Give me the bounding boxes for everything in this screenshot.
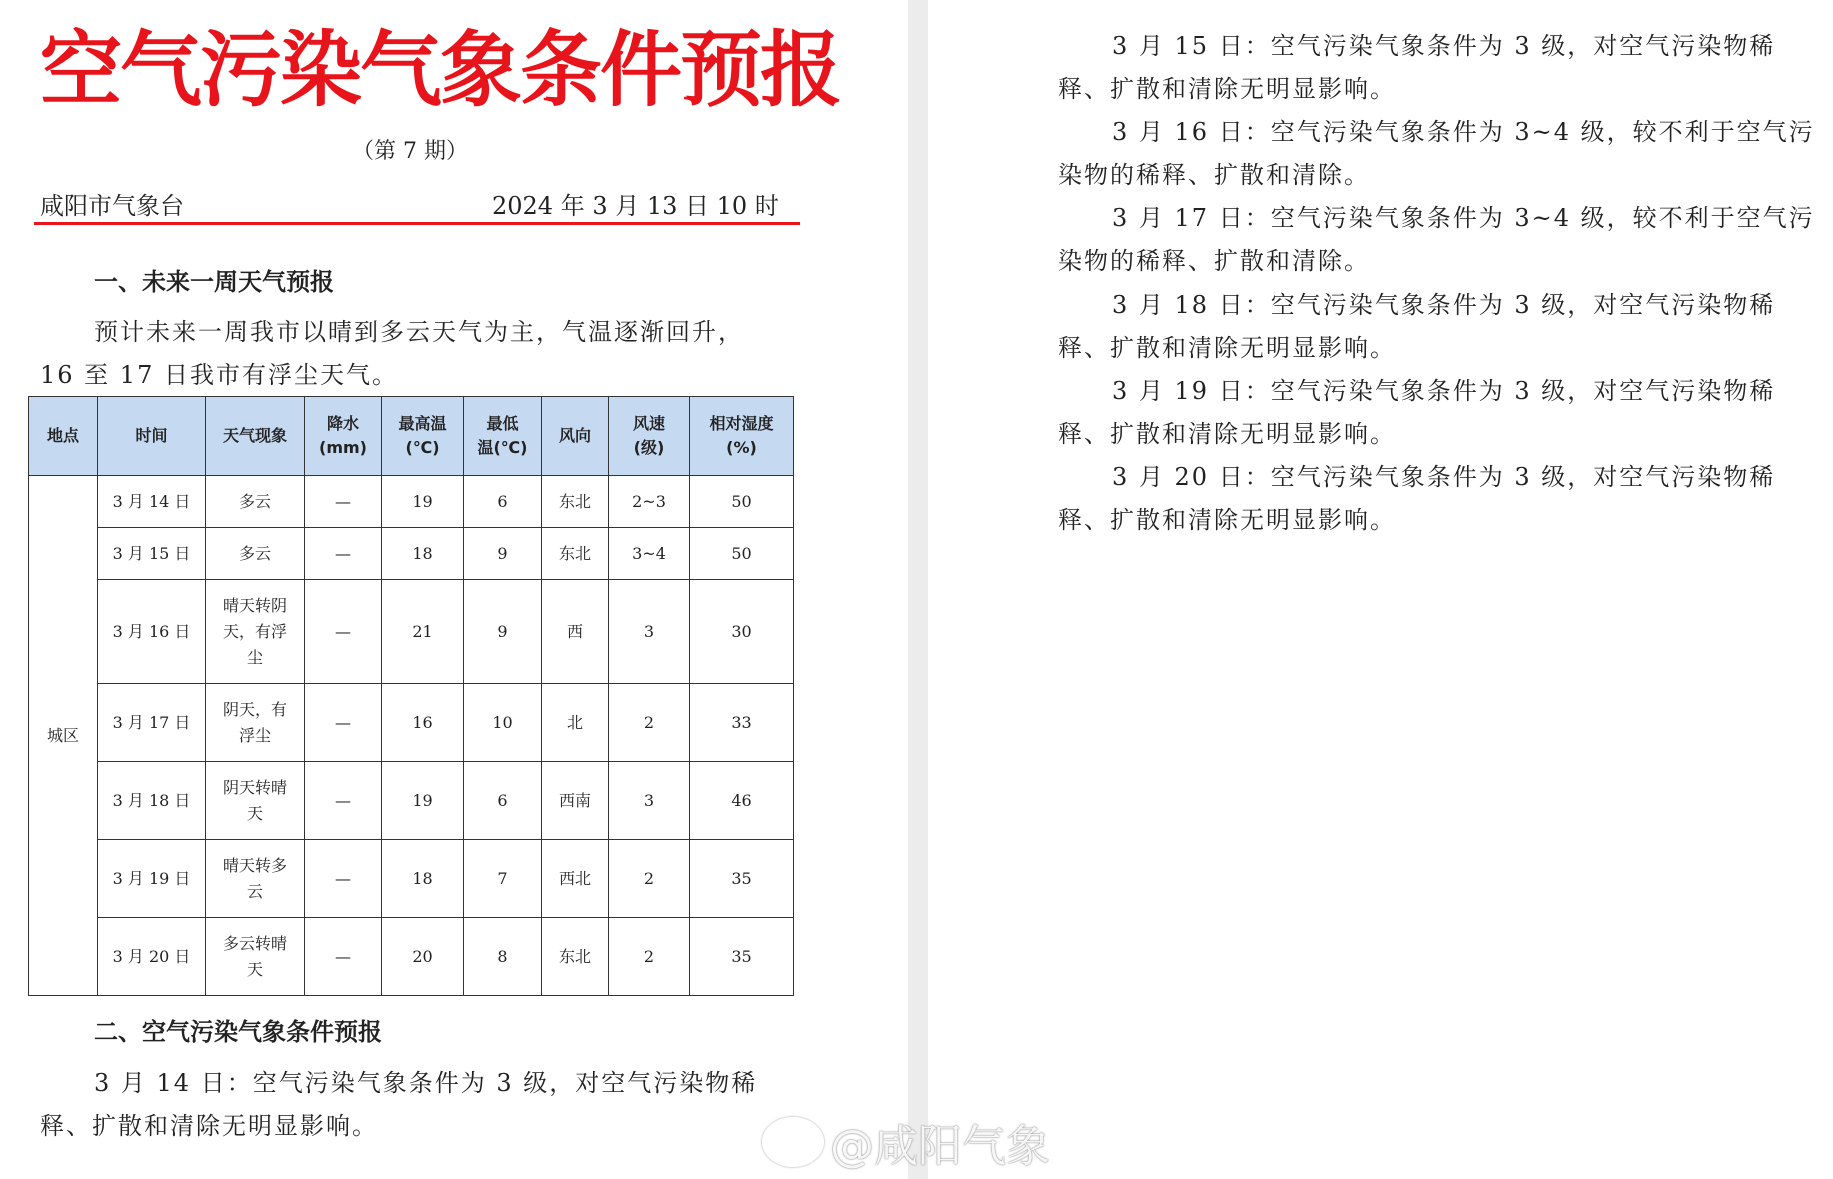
cell-precip: — xyxy=(305,528,382,580)
cell-weather: 晴天转阴天，有浮尘 xyxy=(206,580,305,684)
document-title: 空气污染气象条件预报 xyxy=(40,22,841,118)
cell-wind-speed: 2 xyxy=(609,684,690,762)
cell-min: 6 xyxy=(464,476,542,528)
cell-max: 16 xyxy=(382,684,464,762)
cell-humidity: 35 xyxy=(690,840,794,918)
cell-wind-speed: 2 xyxy=(609,918,690,996)
section2-item-3-line2: 染物的稀释、扩散和清除。 xyxy=(1058,161,1370,189)
cell-weather: 阴天转晴天 xyxy=(206,762,305,840)
section2-item-4-line2: 染物的稀释、扩散和清除。 xyxy=(1058,247,1370,275)
cell-min: 9 xyxy=(464,528,542,580)
cell-wind-speed: 3~4 xyxy=(609,528,690,580)
section2-item-1-line2: 释、扩散和清除无明显影响。 xyxy=(40,1112,378,1140)
cell-wind-dir: 东北 xyxy=(542,528,609,580)
cell-precip: — xyxy=(305,580,382,684)
section1-heading: 一、未来一周天气预报 xyxy=(94,268,334,296)
header-weather: 天气现象 xyxy=(206,397,305,476)
cell-max: 19 xyxy=(382,476,464,528)
table-row xyxy=(29,684,794,762)
cell-humidity: 50 xyxy=(690,528,794,580)
cell-weather: 多云 xyxy=(206,528,305,580)
header-precip: 降水 (mm) xyxy=(305,397,382,476)
cell-date: 3 月 18 日 xyxy=(98,762,206,840)
cell-weather: 阴天，有浮尘 xyxy=(206,684,305,762)
cell-max: 18 xyxy=(382,528,464,580)
cell-min: 6 xyxy=(464,762,542,840)
cell-min: 9 xyxy=(464,580,542,684)
cell-date: 3 月 15 日 xyxy=(98,528,206,580)
cell-precip: — xyxy=(305,684,382,762)
cell-weather: 晴天转多云 xyxy=(206,840,305,918)
cell-wind-dir: 西南 xyxy=(542,762,609,840)
cell-wind-dir: 西 xyxy=(542,580,609,684)
header-min-temp: 最低 温(℃) xyxy=(464,397,542,476)
cell-weather: 多云 xyxy=(206,476,305,528)
watermark-text: @咸阳气象 xyxy=(830,1121,1050,1172)
cell-date: 3 月 14 日 xyxy=(98,476,206,528)
section2-item-2-line2: 释、扩散和清除无明显影响。 xyxy=(1058,75,1396,103)
weibo-logo-icon xyxy=(762,1117,824,1167)
cell-max: 18 xyxy=(382,840,464,918)
table-row xyxy=(29,762,794,840)
cell-precip: — xyxy=(305,918,382,996)
header-wind-speed: 风速 (级) xyxy=(609,397,690,476)
cell-humidity: 33 xyxy=(690,684,794,762)
cell-weather: 多云转晴天 xyxy=(206,918,305,996)
red-divider xyxy=(34,222,800,225)
cell-wind-speed: 2 xyxy=(609,840,690,918)
cell-humidity: 30 xyxy=(690,580,794,684)
table-row xyxy=(29,476,794,528)
cell-wind-dir: 西北 xyxy=(542,840,609,918)
table-header-row xyxy=(29,397,794,476)
table-row xyxy=(29,918,794,996)
section2-item-6-line1: 3 月 19 日：空气污染气象条件为 3 级，对空气污染物稀 xyxy=(1112,377,1776,405)
section2-item-3-line1: 3 月 16 日：空气污染气象条件为 3~4 级，较不利于空气污 xyxy=(1112,118,1815,146)
section1-intro-line1: 预计未来一周我市以晴到多云天气为主，气温逐渐回升， xyxy=(94,318,744,346)
header-wind-dir: 风向 xyxy=(542,397,609,476)
cell-humidity: 35 xyxy=(690,918,794,996)
header-location: 地点 xyxy=(29,397,98,476)
header-date: 时间 xyxy=(98,397,206,476)
cell-precip: — xyxy=(305,840,382,918)
cell-location: 城区 xyxy=(29,476,98,996)
cell-min: 10 xyxy=(464,684,542,762)
cell-date: 3 月 16 日 xyxy=(98,580,206,684)
cell-max: 19 xyxy=(382,762,464,840)
cell-date: 3 月 17 日 xyxy=(98,684,206,762)
section2-item-2-line1: 3 月 15 日：空气污染气象条件为 3 级，对空气污染物稀 xyxy=(1112,32,1776,60)
cell-precip: — xyxy=(305,762,382,840)
section2-item-7-line2: 释、扩散和清除无明显影响。 xyxy=(1058,506,1396,534)
document-page-right xyxy=(928,0,1833,1179)
cell-date: 3 月 19 日 xyxy=(98,840,206,918)
cell-wind-speed: 2~3 xyxy=(609,476,690,528)
weather-forecast-table xyxy=(28,396,794,996)
section1-intro-line2: 16 至 17 日我市有浮尘天气。 xyxy=(40,361,398,389)
cell-date: 3 月 20 日 xyxy=(98,918,206,996)
cell-wind-dir: 东北 xyxy=(542,918,609,996)
section2-item-6-line2: 释、扩散和清除无明显影响。 xyxy=(1058,420,1396,448)
issuer: 咸阳市气象台 xyxy=(40,192,184,220)
table-row xyxy=(29,840,794,918)
cell-wind-speed: 3 xyxy=(609,580,690,684)
cell-min: 8 xyxy=(464,918,542,996)
cell-precip: — xyxy=(305,476,382,528)
section2-item-5-line2: 释、扩散和清除无明显影响。 xyxy=(1058,334,1396,362)
issue-datetime: 2024 年 3 月 13 日 10 时 xyxy=(492,192,779,220)
cell-wind-speed: 3 xyxy=(609,762,690,840)
table-row xyxy=(29,580,794,684)
header-max-temp: 最高温 (℃) xyxy=(382,397,464,476)
section2-item-5-line1: 3 月 18 日：空气污染气象条件为 3 级，对空气污染物稀 xyxy=(1112,291,1776,319)
section2-heading: 二、空气污染气象条件预报 xyxy=(94,1018,382,1046)
cell-wind-dir: 北 xyxy=(542,684,609,762)
section2-item-4-line1: 3 月 17 日：空气污染气象条件为 3~4 级，较不利于空气污 xyxy=(1112,204,1815,232)
document-page-left xyxy=(0,0,908,1179)
cell-humidity: 50 xyxy=(690,476,794,528)
cell-max: 20 xyxy=(382,918,464,996)
section2-item-1-line1: 3 月 14 日：空气污染气象条件为 3 级，对空气污染物稀 xyxy=(94,1069,758,1097)
cell-min: 7 xyxy=(464,840,542,918)
header-humidity: 相对湿度 (%) xyxy=(690,397,794,476)
cell-max: 21 xyxy=(382,580,464,684)
cell-wind-dir: 东北 xyxy=(542,476,609,528)
section2-item-7-line1: 3 月 20 日：空气污染气象条件为 3 级，对空气污染物稀 xyxy=(1112,463,1776,491)
cell-humidity: 46 xyxy=(690,762,794,840)
issue-number: （第 7 期） xyxy=(352,139,468,164)
table-row xyxy=(29,528,794,580)
watermark xyxy=(762,1110,1050,1174)
